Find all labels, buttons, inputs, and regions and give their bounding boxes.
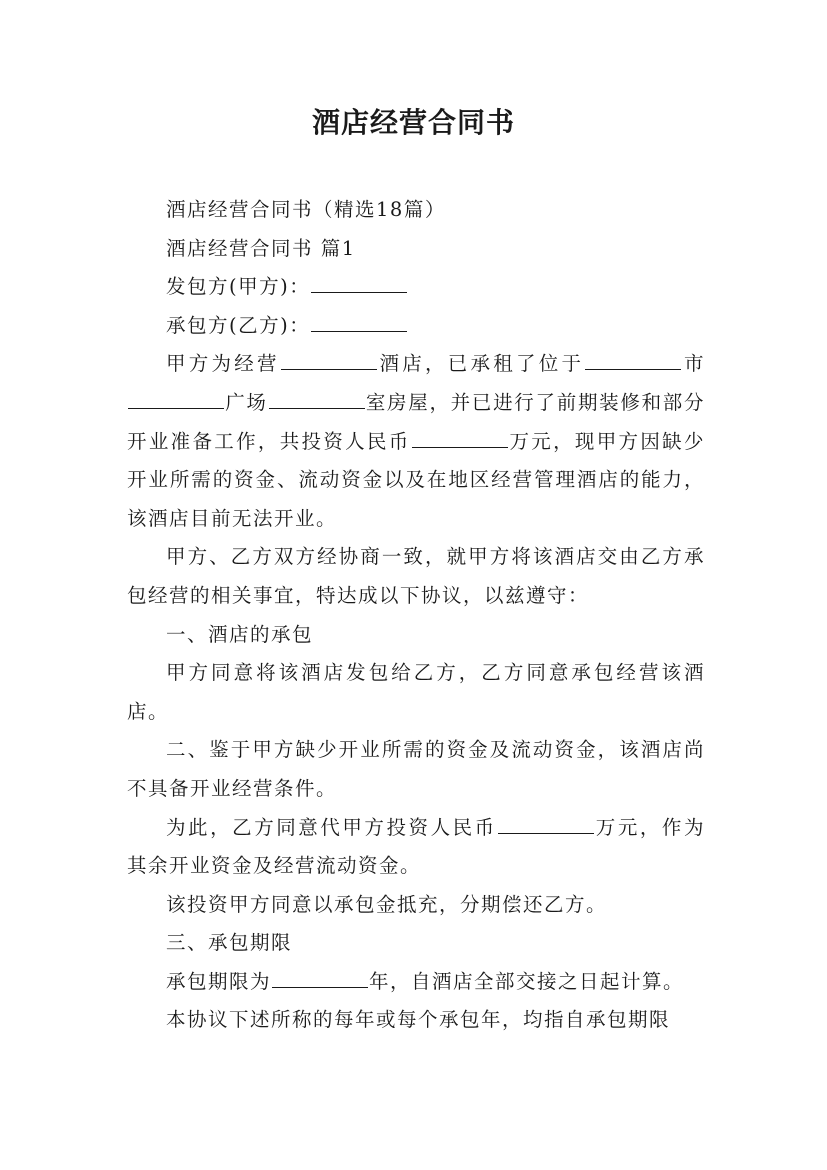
blank-party-b	[311, 309, 407, 332]
document-title: 酒店经营合同书	[311, 106, 515, 139]
blank-investment	[412, 425, 508, 448]
blank-plaza	[128, 386, 224, 409]
blank-investment-amount	[498, 811, 594, 834]
party-a-line	[127, 268, 705, 307]
blank-room	[269, 386, 365, 409]
para3-text-2: 万元，作为其余开业资金及经营流动资金。	[127, 815, 705, 878]
blank-party-a	[311, 270, 407, 293]
document-body	[127, 191, 705, 1040]
party-a-label: 发包方(甲方)：	[166, 275, 311, 299]
blank-hotel-name	[281, 347, 377, 370]
party-b-label: 承包方(乙方)：	[166, 313, 311, 337]
blank-term-years	[272, 965, 368, 988]
para1-text-1: 甲方为经营	[166, 352, 280, 376]
para1-text-2: 酒店，已承租了位于	[377, 352, 585, 376]
section-1-text: 甲方同意将该酒店发包给乙方，乙方同意承包经营该酒店。	[127, 661, 705, 723]
para1-text-5: 室房屋，并已进行了前期装修和部分开业准备工作，共投资人民币	[127, 390, 705, 453]
section-3-heading: 三、承包期限	[166, 931, 293, 955]
para5-text-2: 年，自酒店全部交接之日起计算。	[369, 969, 685, 993]
para3-text-1: 为此，乙方同意代甲方投资人民币	[166, 815, 497, 839]
paragraph-repayment: 该投资甲方同意以承包金抵充，分期偿还乙方。	[166, 892, 608, 916]
para1-text-4: 广场	[225, 390, 268, 414]
para5-text-1: 承包期限为	[166, 969, 272, 993]
paragraph-term	[127, 963, 705, 1002]
paragraph-investment	[127, 809, 705, 886]
section-1-heading: 一、酒店的承包	[166, 622, 314, 646]
part-heading: 酒店经营合同书 篇1	[166, 236, 356, 260]
party-b-line	[127, 307, 705, 346]
paragraph-agreement: 甲方、乙方双方经协商一致，就甲方将该酒店交由乙方承包经营的相关事宜，特达成以下协议，以兹遵守：	[127, 545, 705, 607]
section-2-text: 二、鉴于甲方缺少开业所需的资金及流动资金，该酒店尚不具备开业经营条件。	[127, 738, 705, 800]
blank-city	[585, 347, 681, 370]
paragraph-premises	[127, 345, 705, 538]
para1-text-6: 万元，现甲方因缺少开业所需的资金、流动资金以及在地区经营管理酒店的能力，该酒店目前无法开业。	[127, 429, 705, 530]
paragraph-definition: 本协议下述所称的每年或每个承包年，均指自承包期限	[166, 1008, 671, 1032]
subtitle: 酒店经营合同书（精选18篇）	[166, 198, 446, 221]
para1-text-3: 市	[682, 352, 705, 376]
